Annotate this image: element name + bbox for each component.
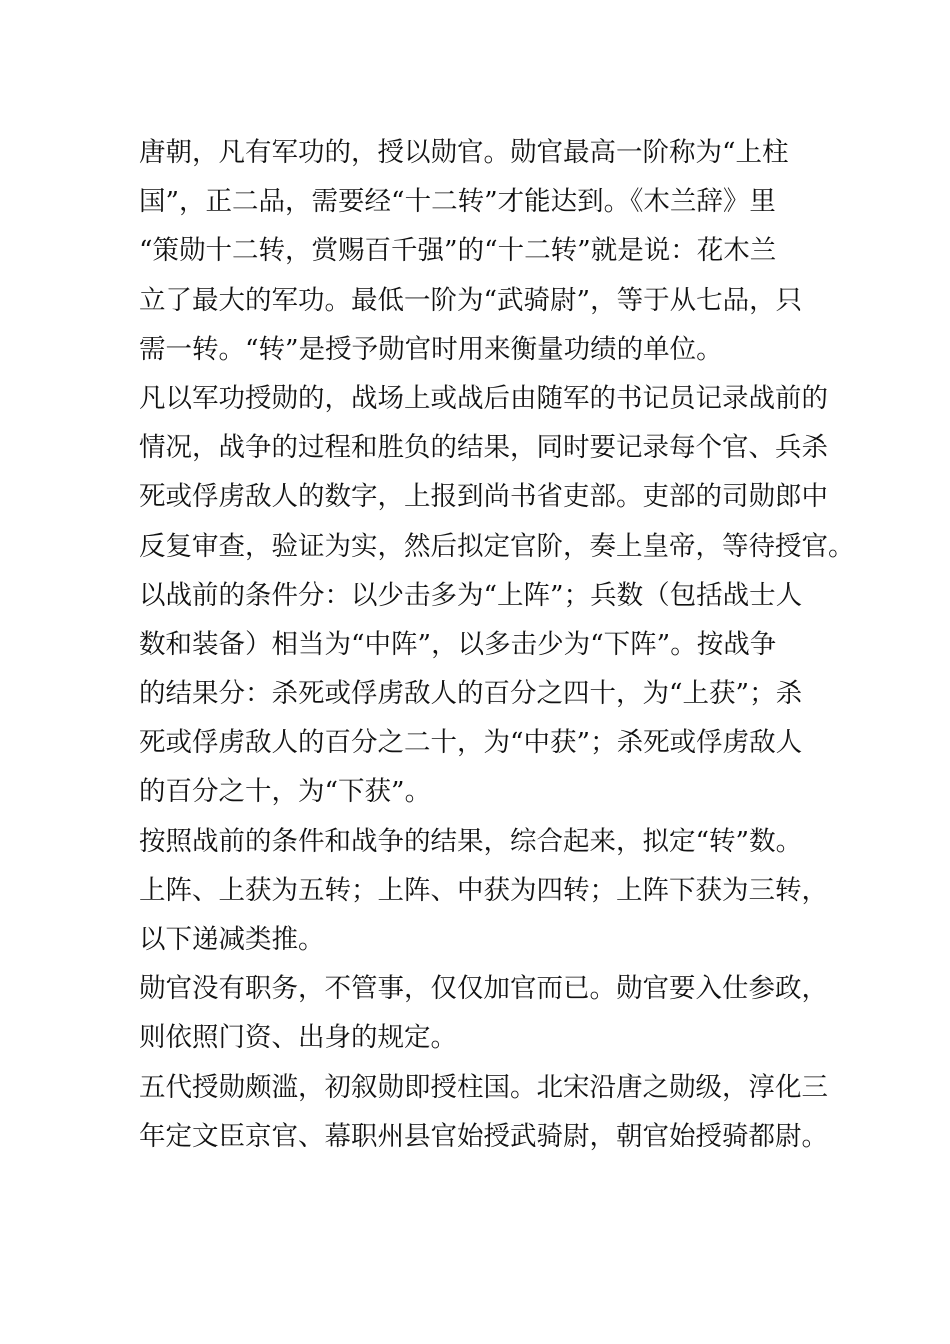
text-line: 反复审查，验证为实，然后拟定官阶，奏上皇帝，等待授官。 xyxy=(139,530,855,562)
text-line: 的结果分：杀死或俘虏敌人的百分之四十，为“上获”；杀 xyxy=(139,678,803,710)
text-line: 唐朝，凡有军功的，授以勋官。勋官最高一阶称为“上柱 xyxy=(139,137,789,168)
text-line: 死或俘虏敌人的数字，上报到尚书省吏部。吏部的司勋郎中 xyxy=(139,481,828,513)
text-line: 勋官没有职务，不管事，仅仅加官而已。勋官要入仕参政， xyxy=(139,973,828,1005)
text-line: 上阵、上获为五转；上阵、中获为四转；上阵下获为三转， xyxy=(139,874,828,906)
text-line: 以下递减类推。 xyxy=(139,924,325,955)
text-line: 数和装备）相当为“中阵”，以多击少为“下阵”。按战争 xyxy=(139,628,777,660)
body-text xyxy=(139,128,855,1161)
text-line: 死或俘虏敌人的百分之二十，为“中获”；杀死或俘虏敌人 xyxy=(139,727,803,759)
text-line: 以战前的条件分：以少击多为“上阵”；兵数（包括战士人 xyxy=(139,579,803,611)
text-line: 则依照门资、出身的规定。 xyxy=(139,1022,457,1054)
text-line: 按照战前的条件和战争的结果，综合起来，拟定“转”数。 xyxy=(139,825,803,857)
text-line: 需一转。“转”是授予勋官时用来衡量功绩的单位。 xyxy=(139,333,723,365)
text-line: 凡以军功授勋的，战场上或战后由随军的书记员记录战前的 xyxy=(139,382,828,414)
text-line: 情况，战争的过程和胜负的结果，同时要记录每个官、兵杀 xyxy=(139,432,828,464)
text-line: 五代授勋颇滥，初叙勋即授柱国。北宋沿唐之勋级，淳化三 xyxy=(139,1071,828,1103)
text-line: 年定文臣京官、幕职州县官始授武骑尉，朝官始授骑都尉。 xyxy=(139,1120,828,1152)
text-line: 国”，正二品，需要经“十二转”才能达到。《木兰辞》里 xyxy=(139,186,776,218)
text-line: “策勋十二转，赏赐百千强”的“十二转”就是说：花木兰 xyxy=(139,235,777,267)
text-line: 立了最大的军功。最低一阶为“武骑尉”，等于从七品，只 xyxy=(139,284,803,316)
text-line: 的百分之十，为“下获”。 xyxy=(139,776,432,808)
